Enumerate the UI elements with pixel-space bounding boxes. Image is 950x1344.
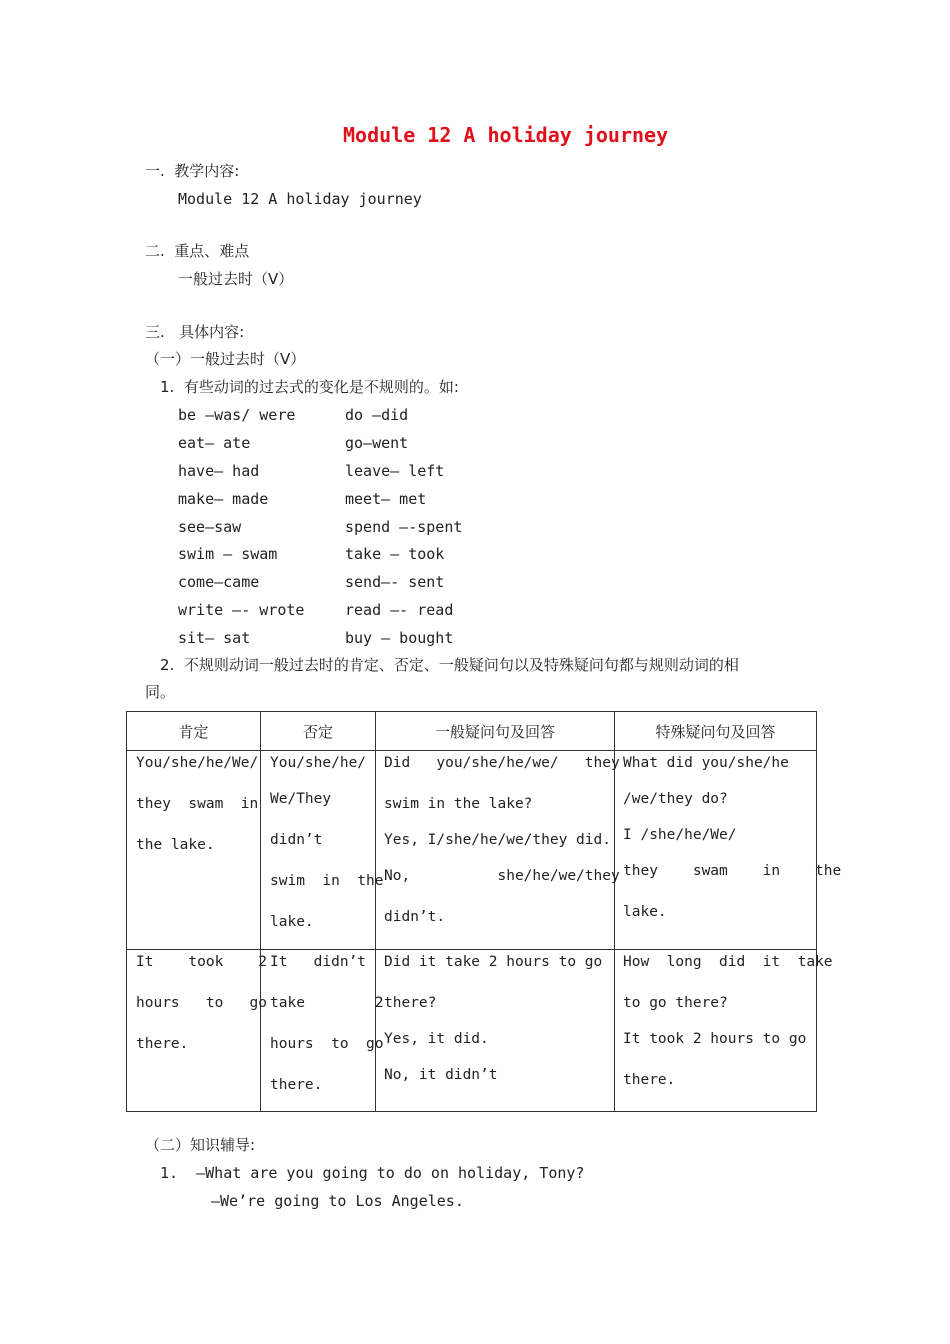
table-row xyxy=(127,950,817,1112)
verb-left-6: come—came xyxy=(178,573,260,591)
verb-left-0: be —was/ were xyxy=(178,406,296,424)
verb-left-8: sit— sat xyxy=(178,629,251,647)
verb-right-2: leave— left xyxy=(345,462,445,480)
tip-1-question: 1. —What are you going to do on holiday, Tony? xyxy=(160,1164,585,1182)
cell-line: the lake. xyxy=(136,837,215,853)
cell-line: take 2 xyxy=(270,995,384,1011)
table-row xyxy=(127,751,817,950)
cell-line: didn’t xyxy=(270,832,323,848)
table-cell xyxy=(615,751,842,950)
table-cell xyxy=(261,950,384,1112)
cell-line: there. xyxy=(623,1072,676,1088)
section-1-body: Module 12 A holiday journey xyxy=(178,190,422,208)
verb-left-2: have— had xyxy=(178,462,260,480)
tip-1-answer: —We’re going to Los Angeles. xyxy=(211,1192,464,1210)
verb-left-4: see—saw xyxy=(178,518,242,536)
page-title: Module 12 A holiday journey xyxy=(343,123,669,147)
cell-line: What did you/she/he xyxy=(623,755,789,771)
cell-line: lake. xyxy=(623,904,667,920)
cell-line: Yes, I/she/he/we/they did. xyxy=(384,832,611,848)
cell-line: they swam in the xyxy=(623,863,842,879)
table-cell xyxy=(376,950,615,1112)
cell-line: swim in the lake? xyxy=(384,796,533,812)
section-1-heading: 一. 教学内容: xyxy=(145,162,240,180)
cell-line: Did you/she/he/we/ they xyxy=(384,755,620,771)
verb-right-0: do —did xyxy=(345,406,409,424)
cell-line: lake. xyxy=(270,914,314,930)
verb-right-1: go—went xyxy=(345,434,409,452)
header-general-question: 一般疑问句及回答 xyxy=(376,712,615,751)
cell-line: hours to go xyxy=(270,1036,384,1052)
cell-line: It took 2 hours to go xyxy=(623,1031,807,1047)
table-cell xyxy=(127,751,261,950)
header-affirmative: 肯定 xyxy=(127,712,261,751)
table-cell xyxy=(127,950,267,1112)
subsection-2-heading: （二）知识辅导: xyxy=(145,1136,256,1154)
verb-left-5: swim — swam xyxy=(178,545,278,563)
point-1: 1. 有些动词的过去式的变化是不规则的。如: xyxy=(160,378,459,396)
verb-right-3: meet— met xyxy=(345,490,427,508)
tense-table xyxy=(126,711,842,1112)
cell-line: Did it take 2 hours to go xyxy=(384,954,603,970)
cell-line: How long did it take xyxy=(623,954,833,970)
cell-line: No, it didn’t xyxy=(384,1067,498,1083)
header-negative: 否定 xyxy=(261,712,376,751)
cell-line: Yes, it did. xyxy=(384,1031,489,1047)
header-special-question: 特殊疑问句及回答 xyxy=(615,712,817,751)
cell-line: You/she/he/ xyxy=(270,755,367,771)
point-2-line-2: 同。 xyxy=(145,683,176,701)
point-2-line-1: 2. 不规则动词一般过去时的肯定、否定、一般疑问句以及特殊疑问句都与规则动词的相 xyxy=(160,656,739,674)
cell-line: didn’t. xyxy=(384,909,446,925)
verb-right-6: send—- sent xyxy=(345,573,445,591)
verb-left-7: write —- wrote xyxy=(178,601,305,619)
cell-line: there. xyxy=(136,1036,189,1052)
cell-line: You/she/he/We/ xyxy=(136,755,259,771)
cell-line: I /she/he/We/ xyxy=(623,827,737,843)
table-cell xyxy=(376,751,620,950)
cell-line: No, she/he/we/they xyxy=(384,868,620,884)
verb-left-3: make— made xyxy=(178,490,269,508)
cell-line: there? xyxy=(384,995,437,1011)
subsection-1-heading: （一）一般过去时（V） xyxy=(145,350,306,368)
verb-right-4: spend —-spent xyxy=(345,518,463,536)
table-cell xyxy=(615,950,833,1112)
cell-line: It didn’t xyxy=(270,954,367,970)
section-2-body: 一般过去时（V） xyxy=(178,270,294,288)
cell-line: We/They xyxy=(270,791,332,807)
table-cell xyxy=(261,751,384,950)
cell-line: It took 2 xyxy=(136,954,267,970)
table-header-row xyxy=(127,712,817,751)
cell-line: hours to go xyxy=(136,995,267,1011)
cell-line: they swam in xyxy=(136,796,259,812)
section-3-heading: 三. 具体内容: xyxy=(145,323,245,341)
section-2-heading: 二. 重点、难点 xyxy=(145,242,250,260)
cell-line: there. xyxy=(270,1077,323,1093)
verb-right-8: buy — bought xyxy=(345,629,454,647)
cell-line: /we/they do? xyxy=(623,791,728,807)
verb-left-1: eat— ate xyxy=(178,434,251,452)
cell-line: swim in the xyxy=(270,873,384,889)
verb-right-5: take — took xyxy=(345,545,445,563)
cell-line: to go there? xyxy=(623,995,728,1011)
verb-right-7: read —- read xyxy=(345,601,454,619)
